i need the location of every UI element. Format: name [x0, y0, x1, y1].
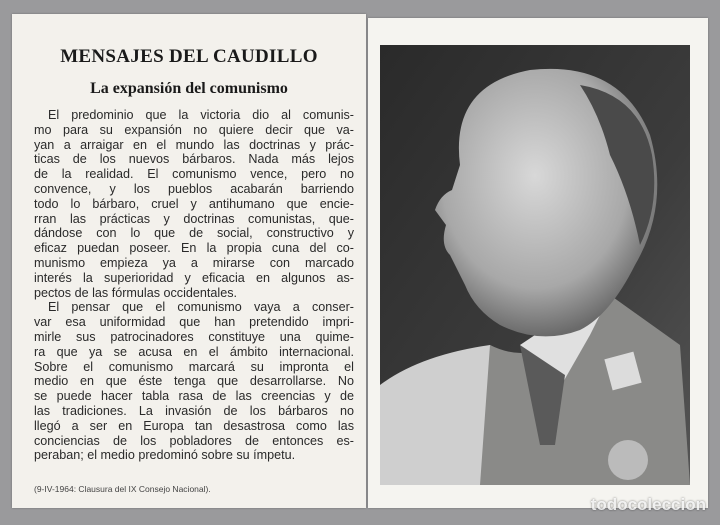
- text-line: dándose con lo que de social, constructivo y: [34, 226, 354, 241]
- text-line: todo lo bárbaro, cruel y antihumano que encie-: [34, 196, 354, 211]
- portrait-page: [368, 18, 708, 508]
- text-line: var esa uniformidad que han pretendido impri-: [34, 315, 354, 330]
- text-line: yan a arraigar en el mundo las doctrinas y prác-: [34, 137, 354, 152]
- watermark: todocoleccion: [590, 495, 706, 514]
- text-line: rran las prácticas y doctrinas comunistas, que-: [34, 211, 354, 226]
- text-page: [12, 14, 366, 508]
- card-title: MENSAJES DEL CAUDILLO: [60, 46, 318, 67]
- text-line: mirle sus patrocinadores constituye una quime-: [34, 329, 354, 344]
- text-line: ra que ya se acusa en el ámbito internacional.: [34, 344, 354, 359]
- text-line: llegó a ser en Europa tan desastrosa como las: [34, 418, 354, 433]
- portrait-photo: [380, 45, 690, 485]
- source-citation: (9-IV-1964: Clausura del IX Consejo Nacional).: [34, 484, 211, 494]
- text-line: El pensar que el comunismo vaya a conser-: [48, 300, 354, 315]
- text-line: se puede hacer tabla rasa de las creencias y de: [34, 389, 354, 404]
- text-line: eficaz puedan poseer. En la propia cuna del co-: [34, 241, 354, 256]
- text-line: munismo empieza ya a mirarse con marcado: [34, 255, 354, 270]
- text-line: de la realidad. El comunismo vence, pero no: [34, 167, 354, 182]
- text-line: interés la superioridad y eficacia en algunos as-: [34, 270, 354, 285]
- text-line: peraban; el medio predominó sobre su ímpetu.: [34, 448, 296, 463]
- text-line: las tradiciones. La invasión de los bárbaros no: [34, 403, 354, 418]
- card-subtitle: La expansión del comunismo: [90, 80, 288, 97]
- text-line: medio en que éste tenga que desarrollarse. No: [34, 374, 354, 389]
- text-line: ticas de los nuevos bárbaros. Nada más lejos: [34, 152, 354, 167]
- text-line: convence, y los pueblos acabarán barriendo: [34, 181, 354, 196]
- text-line: Sobre el comunismo marcará su impronta el: [34, 359, 354, 374]
- text-line: mo para su expansión no quiere decir que va-: [34, 122, 354, 137]
- text-line: conciencias de los pobladores de entonces es-: [34, 433, 354, 448]
- text-line: El predominio que la victoria dio al comunis-: [48, 108, 354, 122]
- message-body: [34, 108, 354, 463]
- text-line: pectos de las fórmulas occidentales.: [34, 285, 238, 300]
